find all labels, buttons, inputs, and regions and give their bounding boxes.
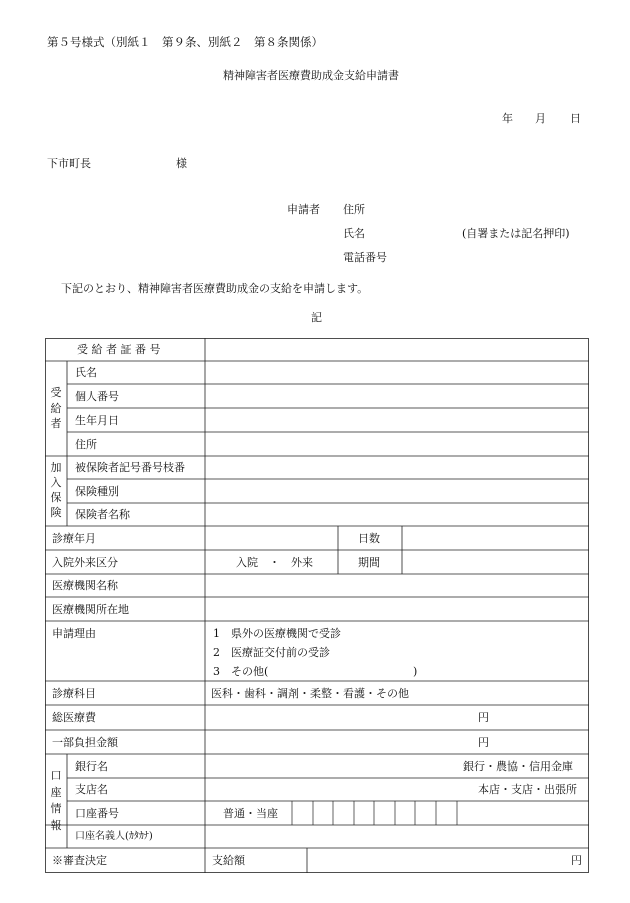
account-type-choice[interactable]: 普通・当座: [223, 806, 278, 820]
branch-name-field[interactable]: [206, 779, 474, 801]
recipient-address-label: 住所: [75, 437, 97, 451]
application-table: [45, 338, 589, 873]
account-holder-label: 口座名義人(ｶﾀｶﾅ): [75, 830, 153, 842]
date-day-label: 日: [570, 112, 581, 125]
recipient-address-field[interactable]: [206, 433, 588, 456]
form-number: 第５号様式（別紙１ 第９条、別紙２ 第８条関係）: [47, 35, 323, 49]
applicant-address-label: 住所: [343, 203, 365, 216]
account-number-label: 口座番号: [75, 806, 119, 820]
insurance-group-label: 加 入 保 険: [50, 461, 62, 519]
branch-type-choice[interactable]: 本店・支店・出張所: [478, 783, 577, 796]
facility-name-label: 医療機関名称: [52, 579, 118, 592]
personal-number-field[interactable]: [206, 385, 588, 408]
insurer-name-field[interactable]: [206, 504, 588, 526]
treatment-month-label: 診療年月: [52, 531, 96, 545]
period-label: 期間: [358, 555, 380, 569]
period-field[interactable]: [403, 551, 588, 574]
total-cost-yen-unit: 円: [478, 711, 489, 724]
recipient-name-field[interactable]: [206, 362, 588, 384]
addressee-honorific: 様: [176, 157, 187, 170]
days-field[interactable]: [403, 527, 588, 550]
addressee: 下市町長: [47, 157, 91, 170]
form-title: 精神障害者医療費助成金支給申請書: [223, 69, 399, 82]
birth-date-field[interactable]: [206, 409, 588, 432]
copay-yen-unit: 円: [478, 735, 489, 749]
department-choice[interactable]: 医科・歯科・調剤・柔整・看護・その他: [211, 686, 409, 700]
account-number-digit-boxes[interactable]: [293, 802, 457, 825]
bank-name-field[interactable]: [206, 755, 461, 778]
recipient-name-label: 氏名: [75, 366, 97, 379]
days-label: 日数: [358, 531, 380, 545]
insurer-name-label: 保険者名称: [75, 508, 130, 521]
treatment-month-field[interactable]: [206, 527, 337, 550]
insured-symbol-number-field[interactable]: [206, 457, 588, 479]
insured-symbol-number-label: 被保険者記号番号枝番: [75, 461, 185, 474]
recipient-group-label: 受 給 者: [50, 385, 62, 431]
insurance-type-label: 保険種別: [75, 484, 119, 498]
applicant-label: 申請者: [287, 203, 320, 216]
date-year-label: 年: [502, 112, 513, 125]
seal-note: (自署または記名押印): [462, 227, 570, 240]
branch-name-label: 支店名: [75, 783, 108, 796]
birth-date-label: 生年月日: [75, 413, 119, 427]
applicant-name-label: 氏名: [343, 227, 365, 240]
copay-amount-field[interactable]: [206, 731, 476, 754]
facility-address-label: 医療機関所在地: [52, 602, 129, 616]
request-statement: 下記のとおり、精神障害者医療費助成金の支給を申請します。: [61, 282, 369, 295]
department-label: 診療科目: [52, 686, 96, 700]
date-month-label: 月: [535, 112, 546, 125]
payment-amount-label: 支給額: [212, 854, 245, 867]
facility-name-field[interactable]: [206, 575, 588, 597]
applicant-phone-label: 電話番号: [343, 251, 387, 264]
ki-label: 記: [311, 311, 322, 324]
personal-number-label: 個人番号: [75, 389, 119, 403]
application-reason-label: 申請理由: [52, 626, 96, 640]
bank-type-choice[interactable]: 銀行・農協・信用金庫: [463, 759, 573, 773]
total-medical-cost-label: 総医療費: [52, 711, 96, 724]
insurance-type-field[interactable]: [206, 480, 588, 503]
facility-address-field[interactable]: [206, 598, 588, 621]
copay-amount-label: 一部負担金額: [52, 735, 118, 749]
payment-yen-unit: 円: [571, 854, 582, 867]
review-decision-label: ※審査決定: [52, 854, 107, 867]
inpatient-outpatient-choice[interactable]: 入院 ・ 外来: [236, 555, 313, 569]
payment-amount-field[interactable]: [308, 849, 566, 873]
reason-option-before-issuance[interactable]: 2 医療証交付前の受診: [213, 645, 330, 659]
inpatient-outpatient-label: 入院外来区分: [52, 555, 118, 569]
reason-other-close-paren: ): [413, 664, 418, 678]
total-medical-cost-field[interactable]: [206, 706, 476, 730]
bank-name-label: 銀行名: [75, 759, 108, 773]
reason-option-out-of-prefecture[interactable]: 1 県外の医療機関で受診: [213, 626, 341, 640]
reason-option-other[interactable]: 3 その他(: [213, 664, 269, 678]
recipient-cert-number-field[interactable]: [206, 339, 588, 361]
recipient-cert-number-label: 受 給 者 証 番 号: [77, 343, 161, 356]
account-info-group-label: 口 座 情 報: [50, 769, 62, 832]
account-holder-field[interactable]: [206, 826, 588, 848]
